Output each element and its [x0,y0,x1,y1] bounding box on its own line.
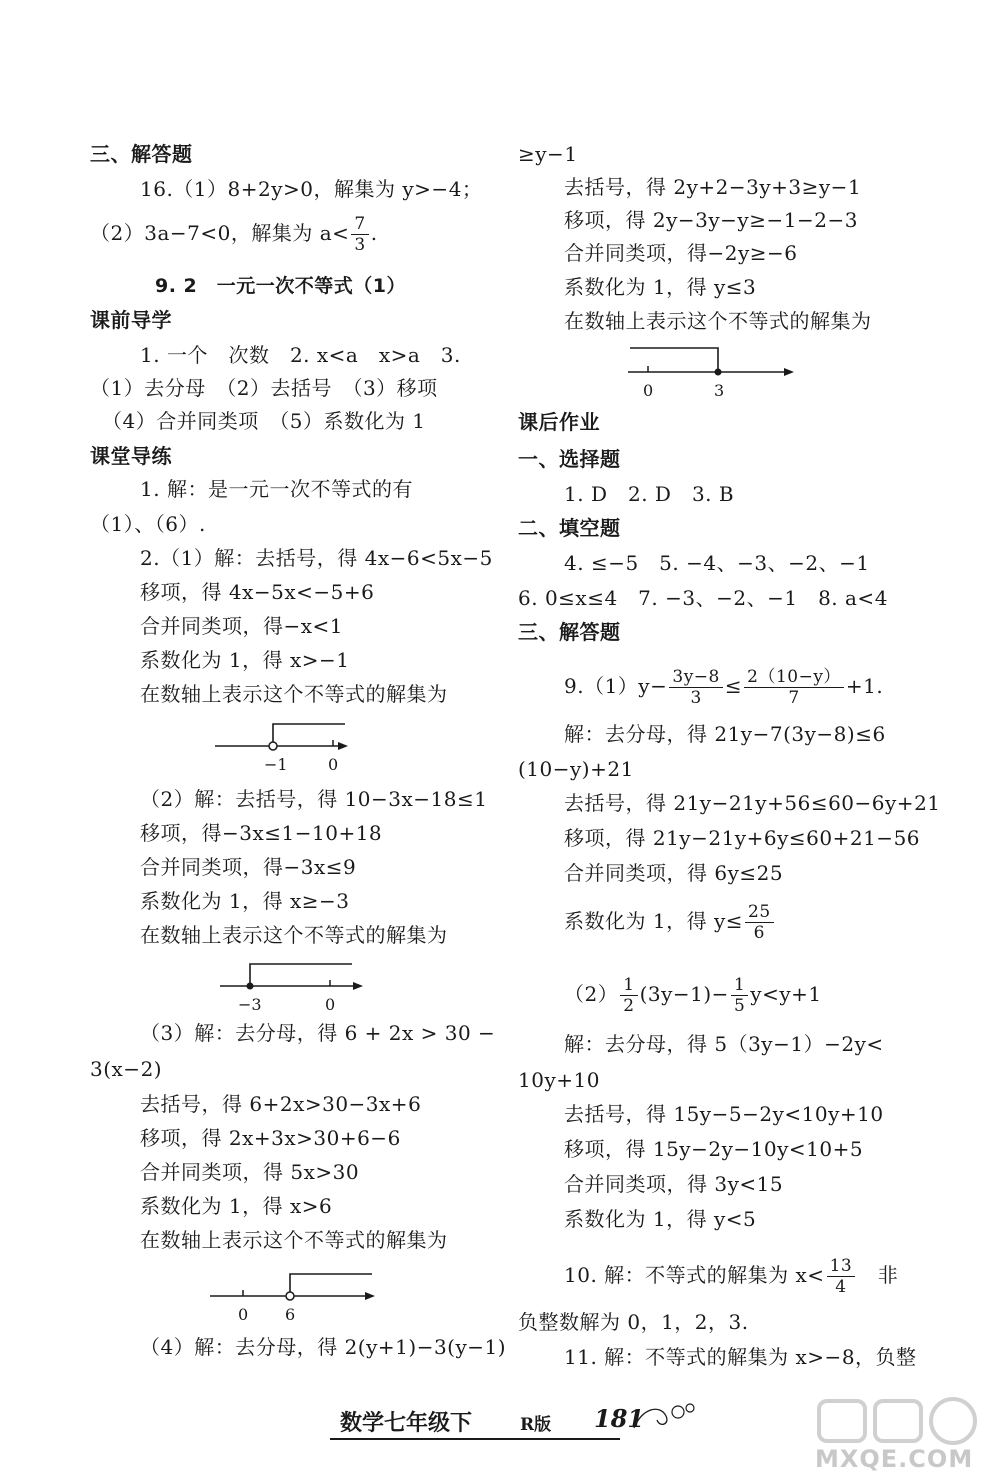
answer-line-fraction [564,1256,898,1297]
fraction-numerator: 25 [745,902,774,923]
answer-line: 在数轴上表示这个不等式的解集为 [140,1228,448,1252]
tick-label: 0 [238,1305,249,1324]
text-span: （2）3a−7<0，解集为 a< [90,221,350,245]
answer-line: 系数化为 1，得 y≤3 [564,275,757,299]
watermark [805,1395,995,1480]
fraction [744,667,844,708]
section-heading-answers: 三、解答题 [518,620,621,644]
tick-label: 0 [643,381,654,400]
text-span: （2） [564,982,619,1006]
fraction-denominator: 7 [788,688,800,708]
page-footer [330,1398,730,1448]
fraction-denominator: 4 [835,1277,847,1297]
answer-line: 移项，得 2y−3y−y≥−1−2−3 [564,208,858,232]
answer-line: (10−y)+21 [518,757,634,781]
fraction [351,214,368,255]
answer-line: 去括号，得 6+2x>30−3x+6 [140,1092,422,1116]
answer-line: 系数化为 1，得 x>6 [140,1194,333,1218]
number-line-2 [90,955,560,1015]
section-heading-fill: 二、填空题 [518,516,621,540]
answer-line: 在数轴上表示这个不等式的解集为 [140,923,448,947]
answer-line: 11. 解：不等式的解集为 x>−8，负整 [564,1345,917,1369]
fraction [731,975,748,1016]
solution-bracket [250,964,352,986]
answer-line: 在数轴上表示这个不等式的解集为 [140,682,448,706]
fraction-numerator: 13 [827,1256,856,1277]
answer-line: （3）解：去分母，得 6 + 2x > 30 − [140,1021,496,1045]
fraction-numerator: 1 [620,975,637,996]
closed-endpoint [247,983,254,990]
tick-label: 0 [328,755,339,774]
answer-line: 移项，得 4x−5x<−5+6 [140,580,375,604]
section-title: 9. 2 一元一次不等式（1） [155,275,406,297]
heading-after-class: 课后作业 [518,410,600,434]
page-number: 181 [594,1404,645,1433]
answer-line: （4）合并同类项 （5）系数化为 1 [102,409,426,433]
text-span: 9.（1）y− [564,674,668,698]
tick-label: 3 [714,381,725,400]
answer-line: 系数化为 1，得 y<5 [564,1207,757,1231]
answer-line: 合并同类项，得−2y≥−6 [564,241,798,265]
answer-line-fraction [564,902,776,943]
answer-line: （1）去分母 （2）去括号 （3）移项 [90,376,438,400]
book-title: 数学七年级下 [340,1411,473,1436]
answer-line: 在数轴上表示这个不等式的解集为 [564,309,872,333]
text-span: . [370,221,378,245]
fraction-denominator: 6 [753,923,765,943]
number-line-4 [518,340,988,400]
open-endpoint [286,1292,294,1300]
axis-arrow [365,1292,375,1300]
answer-line: 系数化为 1，得 x>−1 [140,648,350,672]
tick-label: 0 [325,995,336,1014]
solution-bracket [630,348,718,372]
answer-line: 移项，得 21y−21y+6y≤60+21−56 [564,826,921,850]
answer-line: 合并同类项，得 6y≤25 [564,861,784,885]
answer-line: 10y+10 [518,1068,600,1092]
answer-line: 1. 一个 次数 2. x<a x>a 3. [140,343,461,367]
answer-line: 2.（1）解：去括号，得 4x−6<5x−5 [140,546,493,570]
equation-line [564,975,822,1016]
section-heading-choice: 一、选择题 [518,447,621,471]
answer-line: （2）解：去括号，得 10−3x−18≤1 [140,787,488,811]
solution-bracket [290,1274,372,1296]
text-span: 10. 解：不等式的解集为 x< [564,1263,825,1287]
tick-label: −1 [264,755,288,774]
answer-line: 3(x−2) [90,1057,163,1081]
answer-line: 1. 解：是一元一次不等式的有 [140,477,413,501]
fraction [745,902,774,943]
answer-line: ≥y−1 [518,142,578,166]
fraction-denominator: 3 [690,688,702,708]
axis-arrow [338,742,348,750]
fraction-denominator: 2 [623,996,635,1016]
swirl-ornament-icon [630,1398,700,1438]
answer-line: （4）解：去分母，得 2(y+1)−3(y−1) [140,1335,507,1359]
fraction-denominator: 3 [354,235,366,255]
fraction [669,667,722,708]
answer-line-fraction [90,214,378,255]
watermark-text: MXQE.COM [815,1445,974,1473]
answer-line: 移项，得−3x≤1−10+18 [140,821,383,845]
fraction-numerator: 7 [351,214,368,235]
heading-in-class: 课堂导练 [90,444,172,468]
answer-line: 合并同类项，得 3y<15 [564,1172,784,1196]
tick-label: −3 [238,995,262,1014]
footer-rule [330,1438,620,1440]
number-line-1 [90,715,560,775]
answer-line: 移项，得 2x+3x>30+6−6 [140,1126,401,1150]
answer-line: 6. 0≤x≤4 7. −3、−2、−1 8. a<4 [518,586,888,610]
axis-arrow [784,368,794,376]
fraction-numerator: 3y−8 [669,667,722,688]
text-span: 非 [857,1263,899,1287]
edition-label: R版 [520,1415,552,1435]
answer-line: 负整数解为 0，1，2，3. [518,1310,749,1334]
answer-line: 合并同类项，得−x<1 [140,614,344,638]
watermark-logo-icon [815,1395,985,1445]
answer-line: 去括号，得 15y−5−2y<10y+10 [564,1102,884,1126]
answer-line: 系数化为 1，得 x≥−3 [140,889,350,913]
section-heading-answers: 三、解答题 [90,142,193,166]
answer-line: 16.（1）8+2y>0，解集为 y>−4； [140,177,483,201]
answer-line: 解：去分母，得 21y−7(3y−8)≤6 [564,722,886,746]
axis-arrow [353,982,363,990]
closed-endpoint [715,369,722,376]
answer-line: 4. ≤−5 5. −4、−3、−2、−1 [564,551,870,575]
fraction-numerator: 1 [731,975,748,996]
answer-line: 合并同类项，得 5x>30 [140,1160,360,1184]
text-span: 系数化为 1，得 y≤ [564,909,743,933]
answer-line: 去括号，得 21y−21y+56≤60−6y+21 [564,791,941,815]
answer-line: 解：去分母，得 5（3y−1）−2y< [564,1032,884,1056]
tick-label: 6 [285,1305,296,1324]
fraction [620,975,637,1016]
text-span: y<y+1 [750,982,822,1006]
answer-line: 移项，得 15y−2y−10y<10+5 [564,1137,864,1161]
number-line-3 [90,1265,560,1325]
answer-line: （1）、（6）. [90,512,206,536]
heading-pre-class: 课前导学 [90,308,172,332]
fraction-denominator: 5 [733,996,746,1016]
answer-line: 去括号，得 2y+2−3y+3≥y−1 [564,175,862,199]
fraction-numerator: 2（10−y） [744,667,844,688]
text-span: +1. [845,674,884,698]
answer-line: 1. D 2. D 3. B [564,482,735,506]
text-span: ≤ [724,674,743,698]
equation-line [564,667,883,708]
fraction [827,1256,856,1297]
open-endpoint [269,742,277,750]
text-span: (3y−1)− [639,982,729,1006]
answer-line: 合并同类项，得−3x≤9 [140,855,357,879]
solution-bracket [273,724,345,746]
